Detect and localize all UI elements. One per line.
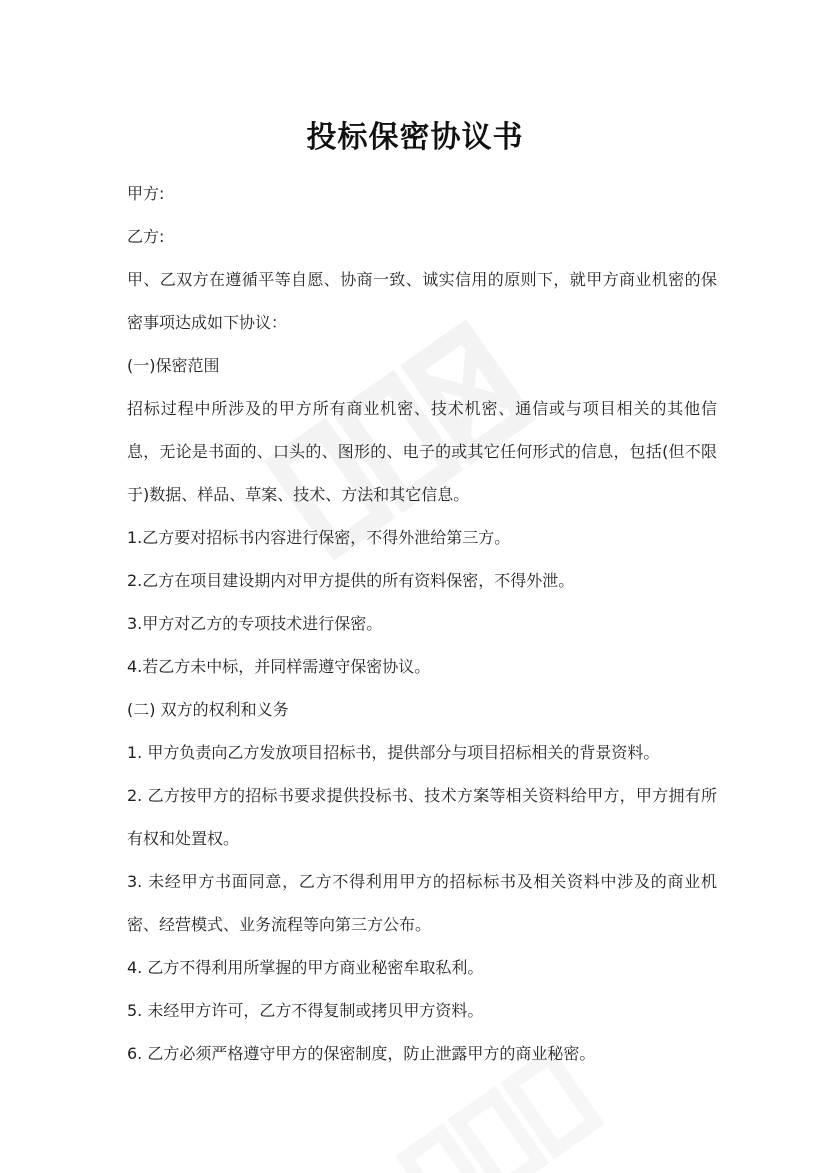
clause-item: 2. 乙方按甲方的招标书要求提供投标书、技术方案等相关资料给甲方，甲方拥有所有权和处置权。 — [127, 786, 717, 848]
clause-item: 2.乙方在项目建设期内对甲方提供的所有资料保密，不得外泄。 — [127, 571, 575, 590]
document-body — [127, 172, 717, 1075]
clause-item: 4.若乙方未中标，并同样需遵守保密协议。 — [127, 657, 431, 676]
clause-item: 3. 未经甲方书面同意，乙方不得利用甲方的招标标书及相关资料中涉及的商业机密、经营模式、业务流程等向第三方公布。 — [127, 872, 717, 934]
clause-item: 4. 乙方不得利用所掌握的甲方商业秘密牟取私利。 — [127, 958, 484, 977]
section-heading: (二) 双方的权利和义务 — [127, 700, 289, 719]
preamble-paragraph: 甲、乙双方在遵循平等自愿、协商一致、诚实信用的原则下，就甲方商业机密的保密事项达成如下协议： — [127, 270, 717, 332]
clause-item: 5. 未经甲方许可，乙方不得复制或拷贝甲方资料。 — [127, 1001, 484, 1020]
party-b-line: 乙方: — [127, 227, 165, 246]
section-heading: (一)保密范围 — [127, 356, 220, 375]
scope-paragraph: 招标过程中所涉及的甲方所有商业机密、技术机密、通信或与项目相关的其他信息，无论是书面的、口头的、图形的、电子的或其它任何形式的信息，包括(但不限于)数据、样品、草案、技术、方法和其它信息。 — [127, 399, 717, 504]
party-a-line: 甲方: — [127, 184, 165, 203]
clause-item: 1. 甲方负责向乙方发放项目招标书，提供部分与项目招标相关的背景资料。 — [127, 743, 660, 762]
document-title: 投标保密协议书 — [306, 120, 524, 155]
clause-item: 1.乙方要对招标书内容进行保密，不得外泄给第三方。 — [127, 528, 511, 547]
clause-item: 3.甲方对乙方的专项技术进行保密。 — [127, 614, 383, 633]
clause-item: 6. 乙方必须严格遵守甲方的保密制度，防止泄露甲方的商业秘密。 — [127, 1044, 596, 1063]
